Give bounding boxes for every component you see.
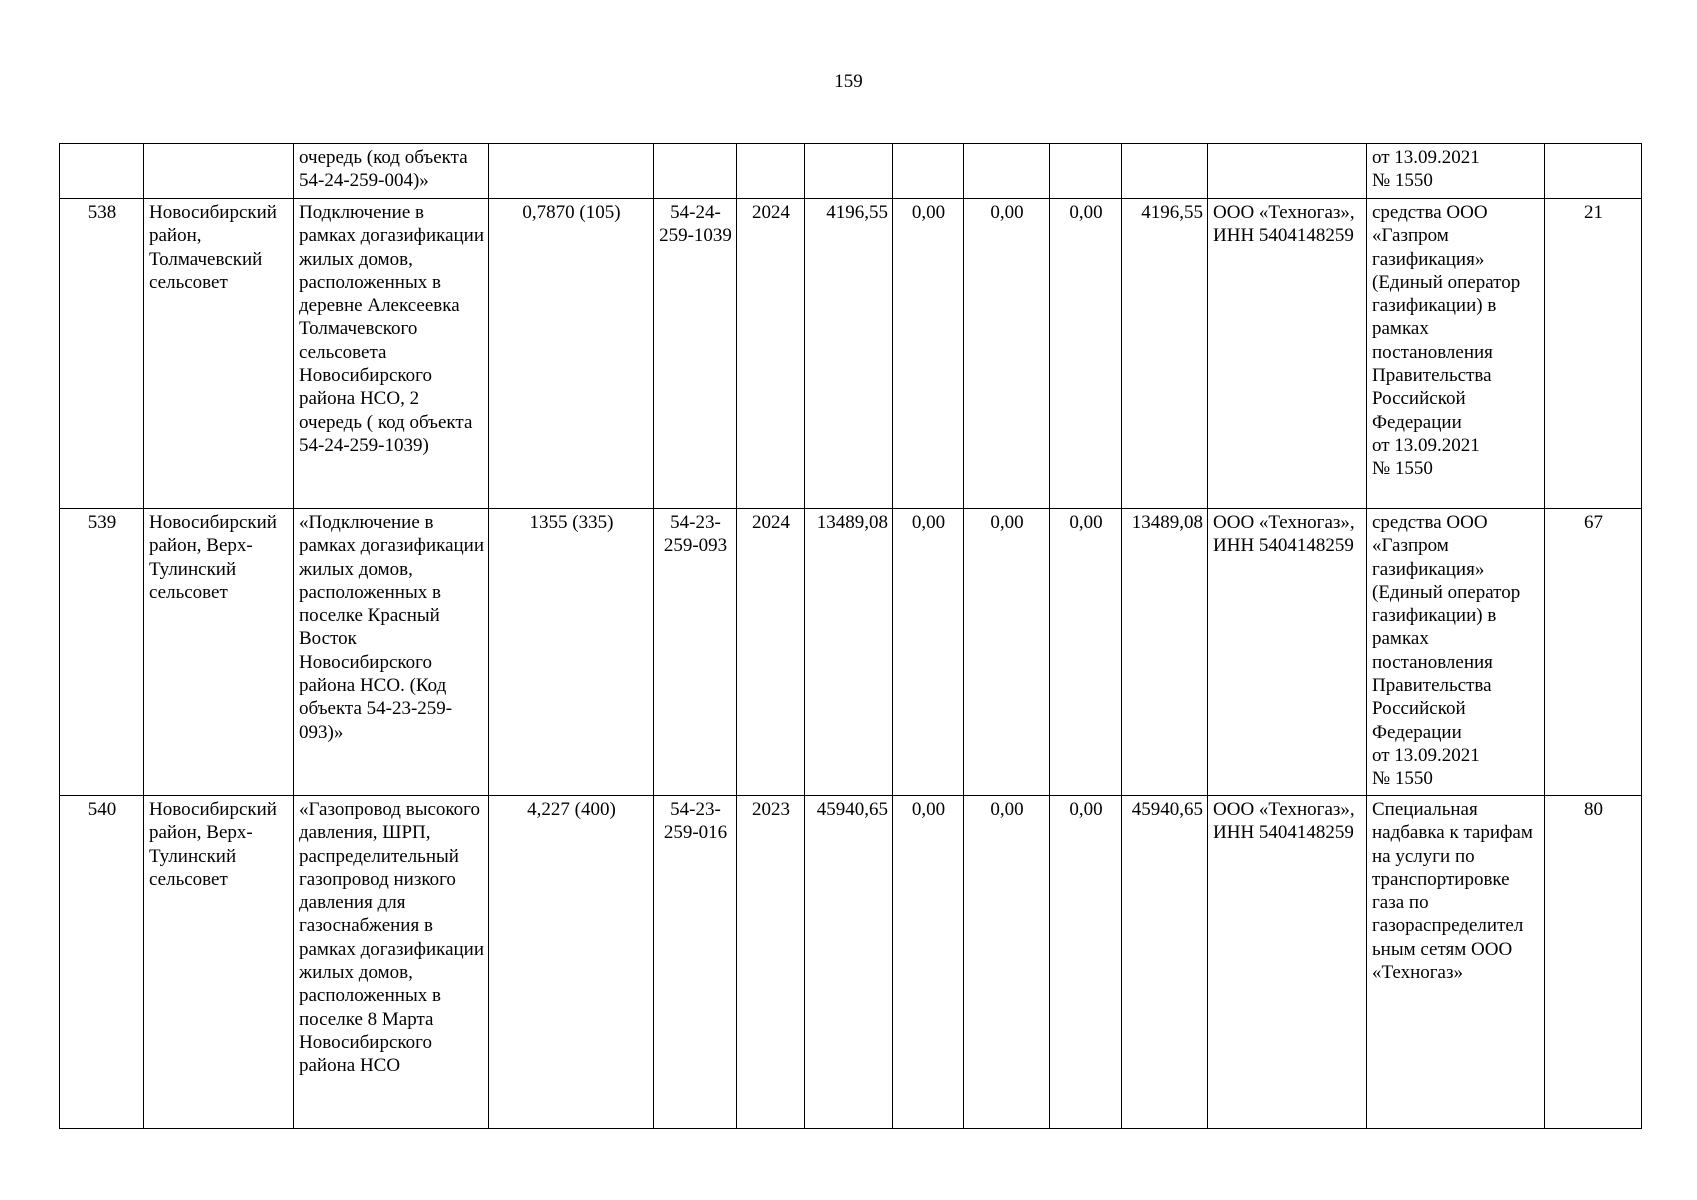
funding-source-cell: средства ООО «Газпром газификация» (Единый оператор газификации) в рамках постановления Правительства Российской Федерации от 13.09.2021 № 1550: [1367, 509, 1545, 796]
other-sources-cell: 4196,55: [1122, 199, 1208, 509]
contractor-cell: ООО «Техногаз», ИНН 5404148259: [1208, 199, 1367, 509]
year-cell: 2024: [737, 199, 805, 509]
table-row: [60, 144, 1642, 199]
length-cell: 1355 (335): [489, 509, 654, 796]
federal-budget-cell: 0,00: [893, 796, 964, 1129]
object-code-cell: 54-24-259-1039: [654, 199, 737, 509]
funding-source-cell: средства ООО «Газпром газификация» (Единый оператор газификации) в рамках постановления Правительства Российской Федерации от 13.09.2021 № 1550: [1367, 199, 1545, 509]
total-cost-cell: 13489,08: [805, 509, 893, 796]
table-row: [60, 199, 1642, 509]
year-cell: 2023: [737, 796, 805, 1129]
object-name-cell: Подключение в рамках догазификации жилых домов, расположенных в деревне Алексеевка Толмачевского сельсовета Новосибирского района НСО, 2 очередь ( код объекта 54-24-259-1039): [294, 199, 489, 509]
regional-budget-cell: 0,00: [964, 796, 1050, 1129]
total-cost-cell: [805, 144, 893, 199]
object-name-cell: очередь (код объекта 54-24-259-004)»: [294, 144, 489, 199]
object-code-cell: [654, 144, 737, 199]
households-cell: 67: [1545, 509, 1642, 796]
district-cell: Новосибирский район, Верх-Тулинский сельсовет: [144, 509, 294, 796]
length-cell: 4,227 (400): [489, 796, 654, 1129]
federal-budget-cell: 0,00: [893, 199, 964, 509]
row-number-cell: 539: [60, 509, 144, 796]
funding-source-cell: Специальная надбавка к тарифам на услуги по транспортировке газа по газораспределител ьным сетям ООО «Техногаз»: [1367, 796, 1545, 1129]
table-row: [60, 509, 1642, 796]
local-budget-cell: 0,00: [1050, 796, 1122, 1129]
federal-budget-cell: 0,00: [893, 509, 964, 796]
gasification-objects-table: [59, 143, 1642, 1129]
regional-budget-cell: 0,00: [964, 199, 1050, 509]
local-budget-cell: 0,00: [1050, 199, 1122, 509]
total-cost-cell: 4196,55: [805, 199, 893, 509]
regional-budget-cell: [964, 144, 1050, 199]
contractor-cell: ООО «Техногаз», ИНН 5404148259: [1208, 509, 1367, 796]
contractor-cell: [1208, 144, 1367, 199]
regional-budget-cell: 0,00: [964, 509, 1050, 796]
year-cell: [737, 144, 805, 199]
object-code-cell: 54-23-259-016: [654, 796, 737, 1129]
local-budget-cell: [1050, 144, 1122, 199]
object-name-cell: «Газопровод высокого давления, ШРП, распределительный газопровод низкого давления для газоснабжения в рамках догазификации жилых домов, расположенных в поселке 8 Марта Новосибирского района НСО: [294, 796, 489, 1129]
contractor-cell: ООО «Техногаз», ИНН 5404148259: [1208, 796, 1367, 1129]
other-sources-cell: 13489,08: [1122, 509, 1208, 796]
households-cell: 80: [1545, 796, 1642, 1129]
households-cell: [1545, 144, 1642, 199]
row-number-cell: [60, 144, 144, 199]
row-number-cell: 540: [60, 796, 144, 1129]
local-budget-cell: 0,00: [1050, 509, 1122, 796]
year-cell: 2024: [737, 509, 805, 796]
length-cell: [489, 144, 654, 199]
total-cost-cell: 45940,65: [805, 796, 893, 1129]
other-sources-cell: [1122, 144, 1208, 199]
object-name-cell: «Подключение в рамках догазификации жилых домов, расположенных в поселке Красный Восток Новосибирского района НСО. (Код объекта 54-23-259-093)»: [294, 509, 489, 796]
federal-budget-cell: [893, 144, 964, 199]
funding-source-cell: от 13.09.2021 № 1550: [1367, 144, 1545, 199]
row-number-cell: 538: [60, 199, 144, 509]
district-cell: Новосибирский район, Верх-Тулинский сельсовет: [144, 796, 294, 1129]
district-cell: Новосибирский район, Толмачевский сельсовет: [144, 199, 294, 509]
households-cell: 21: [1545, 199, 1642, 509]
length-cell: 0,7870 (105): [489, 199, 654, 509]
other-sources-cell: 45940,65: [1122, 796, 1208, 1129]
object-code-cell: 54-23-259-093: [654, 509, 737, 796]
table-row: [60, 796, 1642, 1129]
page-number: 159: [834, 71, 863, 92]
district-cell: [144, 144, 294, 199]
